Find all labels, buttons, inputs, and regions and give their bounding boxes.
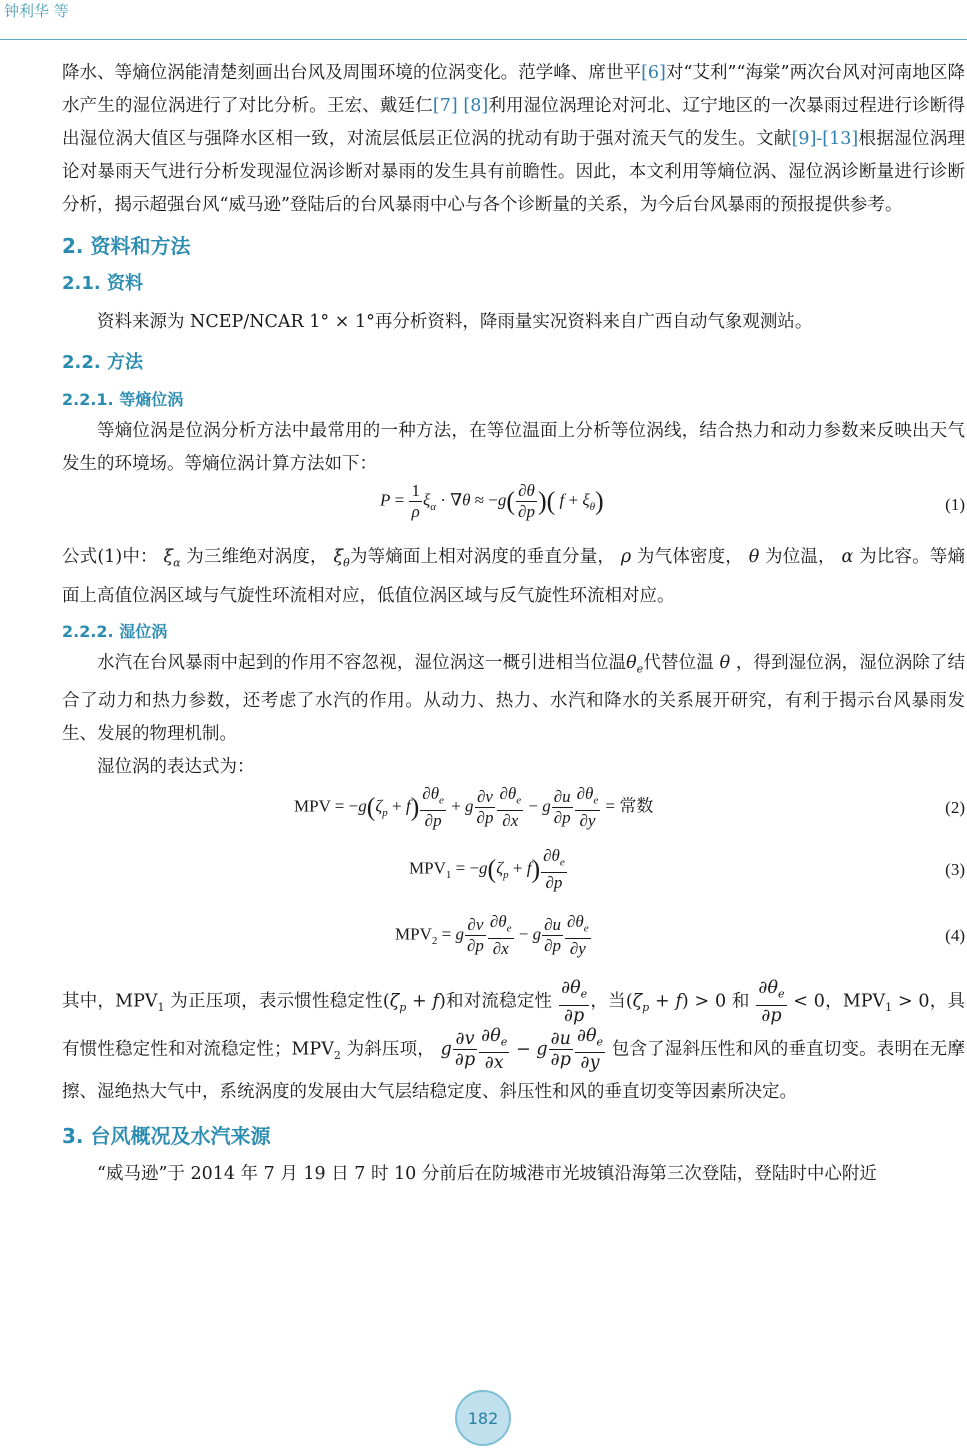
section-2-1-title: 2.1. 资料 (62, 273, 143, 294)
intro-paragraph: 降水、等熵位涡能清楚刻画出台风及周围环境的位涡变化。范学峰、席世平[6]对“艾利”“海棠”两次台风对河南地区降水产生的湿位涡进行了对比分析。王宏、戴廷仁[7] [8]利用湿位涡理论对河北、辽宁地区的一次暴雨过程进行诊断得出湿位涡大值区与强降水区相一致，对流层低层正位涡的扰动有助于强对流天气的发生。文献[9]-[13]根据湿位涡理论对暴雨天气进行分析发现湿位涡诊断对暴雨的发生具有前瞻性。因此，本文利用等熵位涡、湿位涡诊断量进行诊断分析，揭示超强台风“威马逊”登陆后的台风暴雨中心与各个诊断量的关系，为今后台风暴雨的预报提供参考。 (62, 63, 966, 215)
section-2-2-1-text: 等熵位涡是位涡分析方法中最常用的一种方法，在等位温面上分析等位涡线，结合热力和动力参数来反映出天气发生的环境场。等熵位涡计算方法如下： (62, 421, 965, 474)
citation-7-8[interactable]: [7] [8] (432, 96, 489, 116)
header-authors: 钟利华 等 (4, 2, 69, 20)
section-2-title: 2. 资料和方法 (62, 234, 191, 258)
section-3-text: “威马逊”于 2014 年 7 月 19 日 7 时 10 分前后在防城港市光坡镇沿海第三次登陆，登陆时中心附近 (97, 1163, 877, 1184)
equation-2-constant: 常数 (619, 796, 654, 816)
equation-4: $MPV_2 = g$ $\frac{\partial v}{\partial p}$ $\frac{\partial\theta_e}{\partial x}$ − g $\frac{\partial u}{\partial p}$ $\frac{\partial\theta_e}{\partial y}$ (4) (395, 912, 965, 959)
section-2-2-1-title: 2.2.1. 等熵位涡 (62, 390, 184, 409)
equation-1: P = $\frac{1}{\rho}$ $\xi_\alpha \cdot \nabla\theta \approx -g$( $\frac{\partial\theta}{\partial p}$ )( $f + \xi_\theta$) (1) (380, 481, 965, 521)
equation-3: $MPV_1 = -g(\zeta_p + f)$ $\frac{\partial\theta_e}{\partial p}$ (3) (409, 846, 965, 893)
equation-2-number: (2) (945, 798, 965, 817)
page-content (62, 57, 965, 1191)
section-2-2-2-text: 水汽在台风暴雨中起到的作用不容忽视，湿位涡这一概引进相当位温$\theta_e$代替位温 θ ，得到湿位涡，湿位涡除了结合了动力和热力参数，还考虑了水汽的作用。从动力、热力、水汽和降水的关系展开研究，有利于揭示台风暴雨发生、发展的物理机制。 (62, 652, 965, 744)
expression-intro: 湿位涡的表达式为： (97, 757, 255, 777)
running-header (0, 0, 967, 40)
section-2-1-text: 资料来源为 NCEP/NCAR 1° × 1°再分析资料，降雨量实况资料来自广西自动气象观测站。 (97, 312, 813, 332)
equation-1-explanation: 公式(1)中： $\xi_\alpha$ 为三维绝对涡度， $\xi_\theta$为等熵面上相对涡度的垂直分量， ρ 为气体密度， θ 为位温， α 为比容。等熵面上高值位涡区域与气旋性环流相对应，低值位涡区域与反气旋性环流相对应。 (62, 547, 965, 606)
citation-9-13[interactable]: [9]-[13] (791, 129, 859, 149)
citation-6[interactable]: [6] (641, 63, 666, 83)
equation-4-number: (4) (945, 926, 965, 945)
equation-2: MPV = $-g(\zeta_p + f)$ $\frac{\partial\theta_e}{\partial p}$ + g $\frac{\partial v}{\partial p}$ $\frac{\partial\theta_e}{\partial x}$ − g $\frac{\partial u}{\partial p}$ $\frac{\partial\theta_e}{\partial y}$ = 常数 (2) (294, 784, 965, 831)
equation-1-number: (1) (945, 495, 965, 514)
section-3-title: 3. 台风概况及水汽来源 (62, 1123, 271, 1148)
page-number-badge (455, 1390, 511, 1446)
mpv-explanation: 其中，$MPV_1$ 为正压项，表示惯性稳定性$(\zeta_p + f)$和对流稳定性 $\frac{\partial\theta_e}{\partial p}$ ，当$(\zeta_p + f) > 0$ 和 $\frac{\partial\theta_e}{\partial p}$ < 0，$MPV_1 > 0$，具有惯性稳定性和对流稳定性；$MPV_2$ 为斜压项， g $\frac{\partial v}{\partial p}$ $\frac{\partial\theta_e}{\partial x}$ − g $\frac{\partial u}{\partial p}$ $\frac{\partial\theta_e}{\partial y}$ 包含了湿斜压性和风的垂直切变。表明在无摩擦、湿绝热大气中，系统涡度的发展由大气层结稳定度、斜压性和风的垂直切变等因素所决定。 (62, 978, 965, 1102)
header-rule (0, 39, 967, 40)
equation-3-number: (3) (945, 860, 965, 879)
section-2-2-2-title: 2.2.2. 湿位涡 (62, 621, 168, 641)
page-number: 182 (467, 1408, 499, 1428)
section-2-2-title: 2.2. 方法 (62, 352, 143, 373)
